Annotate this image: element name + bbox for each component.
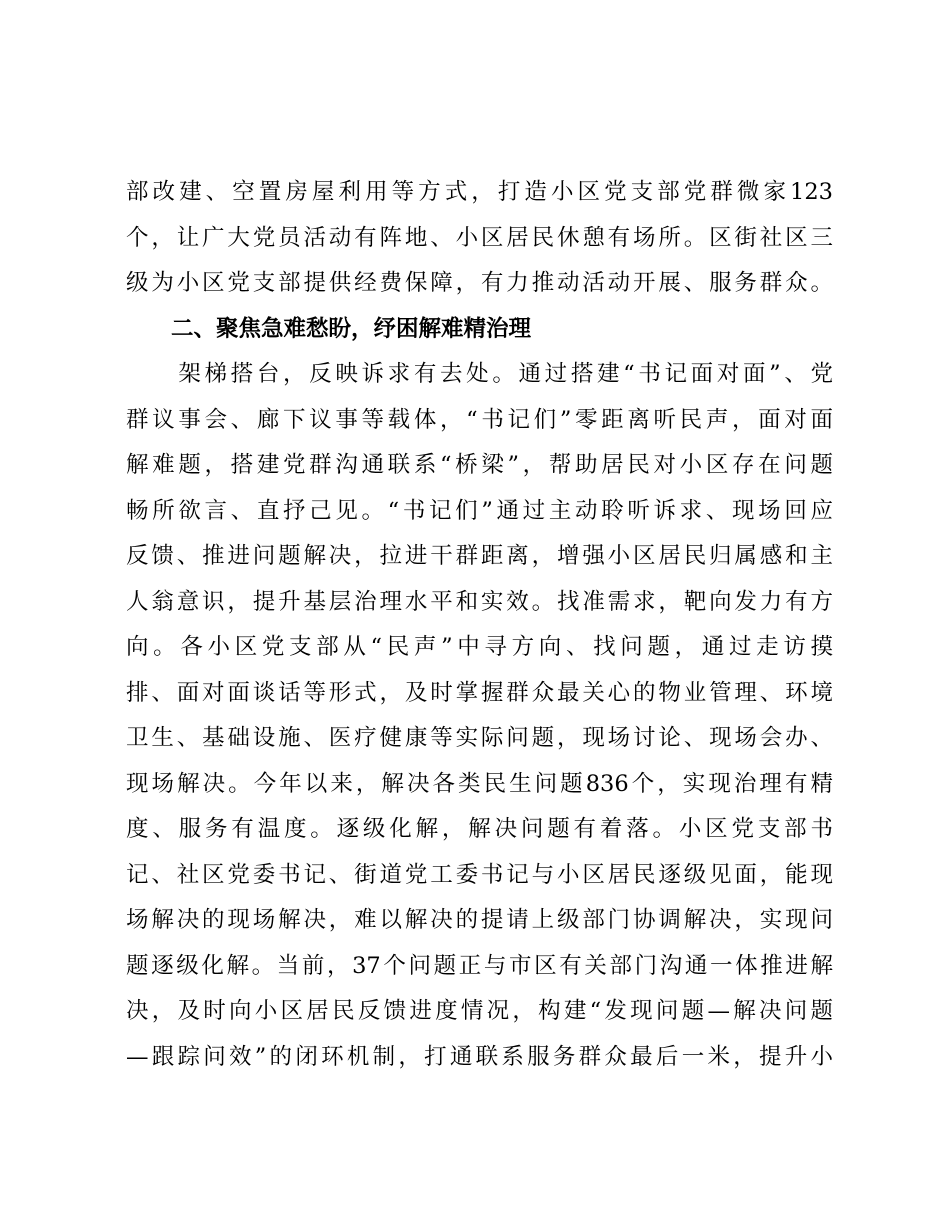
paragraph-line: —跟踪问效”的闭环机制，打通联系服务群众最后一米，提升小: [126, 1043, 833, 1070]
section-heading: 二、聚焦急难愁盼，纾困解难精治理: [171, 315, 532, 342]
paragraph-line: 群议事会、廊下议事等载体，“书记们”零距离听民声，面对面: [126, 406, 833, 433]
paragraph-line: 排、面对面谈话等形式，及时掌握群众最关心的物业管理、环境: [126, 679, 833, 706]
paragraph-line: 向。各小区党支部从“民声”中寻方向、找问题，通过走访摸: [126, 634, 833, 660]
paragraph-line: 解难题，搭建党群沟通联系“桥梁”，帮助居民对小区存在问题: [126, 452, 833, 478]
paragraph-line: 场解决的现场解决，难以解决的提请上级部门协调解决，实现问: [126, 907, 833, 933]
paragraph-line: 部改建、空置房屋利用等方式，打造小区党支部党群微家123: [126, 179, 833, 205]
paragraph-line: 决，及时向小区居民反馈进度情况，构建“发现问题—解决问题: [126, 998, 833, 1024]
paragraph-line: 题逐级化解。当前，37个问题正与市区有关部门沟通一体推进解: [126, 952, 833, 979]
paragraph-line: 架梯搭台，反映诉求有去处。通过搭建“书记面对面”、党: [126, 361, 833, 387]
paragraph-line: 级为小区党支部提供经费保障，有力推动活动开展、服务群众。: [126, 270, 833, 296]
paragraph-line: 畅所欲言、直抒己见。“书记们”通过主动聆听诉求、现场回应: [126, 497, 833, 524]
paragraph-line: 个，让广大党员活动有阵地、小区居民休憩有场所。区街社区三: [126, 224, 833, 251]
document-body: [126, 170, 833, 1080]
paragraph-line: 卫生、基础设施、医疗健康等实际问题，现场讨论、现场会办、: [126, 725, 833, 751]
paragraph-line: 人翁意识，提升基层治理水平和实效。找准需求，靶向发力有方: [126, 588, 833, 615]
paragraph-line: 反馈、推进问题解决，拉进干群距离，增强小区居民归属感和主: [126, 543, 833, 569]
paragraph-line: 现场解决。今年以来，解决各类民生问题836个，实现治理有精: [126, 770, 833, 797]
paragraph-line: 记、社区党委书记、街道党工委书记与小区居民逐级见面，能现: [126, 861, 833, 888]
paragraph-line: 度、服务有温度。逐级化解，解决问题有着落。小区党支部书: [126, 816, 833, 842]
